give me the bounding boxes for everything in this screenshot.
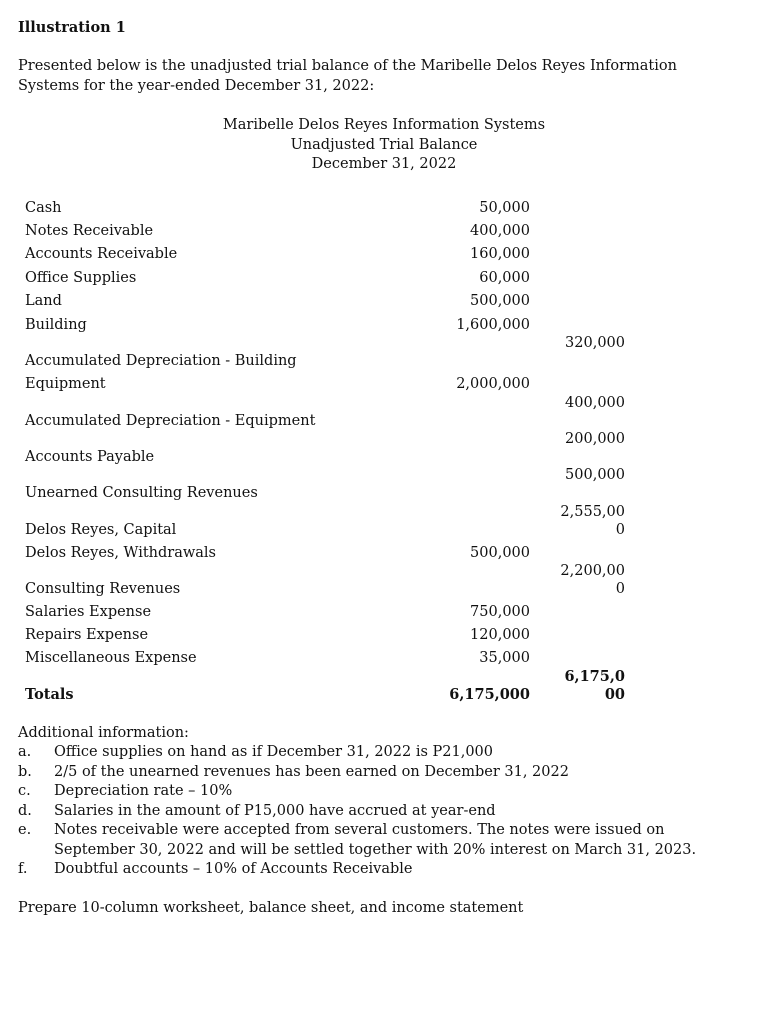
debit-amount: 750,000 [470,604,530,620]
credit-amount: 2,555,000 [560,504,625,538]
report-header [0,116,768,175]
credit-amount: 400,000 [565,395,625,411]
list-item [18,743,738,763]
credit-amount: 320,000 [565,335,625,351]
account-name: Miscellaneous Expense [25,650,197,666]
item-text: Doubtful accounts – 10% of Accounts Receivable [54,861,413,877]
list-item [18,860,738,880]
account-name: Salaries Expense [25,604,152,620]
account-name: Delos Reyes, Withdrawals [25,545,216,561]
account-name: Delos Reyes, Capital [25,522,177,538]
account-name: Accumulated Depreciation - Building [25,353,297,369]
debit-amount: 120,000 [470,627,530,643]
totals-debit: 6,175,000 [449,686,530,703]
debit-amount: 35,000 [479,650,530,666]
totals-credit: 6,175,000 [564,668,625,703]
additional-info-list [18,743,738,880]
account-name: Equipment [25,376,106,392]
additional-info-title: Additional information: [18,725,189,741]
item-letter: e. [18,822,32,838]
intro-paragraph: Presented below is the unadjusted trial balance of the Maribelle Delos Reyes Information Systems for the year-ended December 31, 2022: [18,58,677,94]
company-name: Maribelle Delos Reyes Information Systems [222,117,546,133]
list-item [18,802,738,822]
item-letter: b. [18,763,32,780]
instruction-text: Prepare 10-column worksheet, balance sheet, and income statement [18,900,524,916]
list-item [18,763,738,783]
report-title: Unadjusted Trial Balance [290,136,478,153]
list-item [18,821,738,860]
totals-label: Totals [25,686,74,703]
item-text: Depreciation rate – 10% [54,783,233,799]
account-name: Notes Receivable [25,223,154,239]
account-name: Land [25,293,62,309]
debit-amount: 50,000 [479,200,530,216]
account-name: Building [25,317,87,333]
account-name: Consulting Revenues [25,581,181,597]
account-name: Accumulated Depreciation - Equipment [25,413,316,429]
account-name: Cash [25,200,62,216]
account-name: Accounts Receivable [25,246,178,262]
item-text: Office supplies on hand as if December 31, 2022 is P21,000 [54,744,494,760]
debit-amount: 500,000 [470,545,530,561]
item-text: 2/5 of the unearned revenues has been earned on December 31, 2022 [54,763,569,780]
item-letter: a. [18,744,32,760]
illustration-heading: Illustration 1 [18,19,126,36]
debit-amount: 2,000,000 [456,376,530,392]
debit-amount: 400,000 [470,223,530,239]
debit-amount: 1,600,000 [456,317,530,333]
credit-amount: 500,000 [565,467,625,483]
item-letter: c. [18,783,31,799]
credit-amount: 2,200,000 [560,563,625,597]
account-name: Office Supplies [25,270,137,286]
item-text: Notes receivable were accepted from several customers. The notes were issued on September 30, 2022 and will be settled together with 20% interest on March 31, 2023. [54,822,697,858]
credit-amount: 200,000 [565,431,625,447]
item-letter: d. [18,802,32,819]
debit-amount: 160,000 [470,246,530,262]
account-name: Accounts Payable [25,449,155,465]
debit-amount: 60,000 [479,270,530,286]
list-item [18,782,738,802]
item-letter: f. [18,861,28,877]
report-date: December 31, 2022 [311,156,457,172]
account-name: Repairs Expense [25,627,149,643]
account-name: Unearned Consulting Revenues [25,485,258,501]
item-text: Salaries in the amount of P15,000 have accrued at year-end [54,802,496,819]
debit-amount: 500,000 [470,293,530,309]
